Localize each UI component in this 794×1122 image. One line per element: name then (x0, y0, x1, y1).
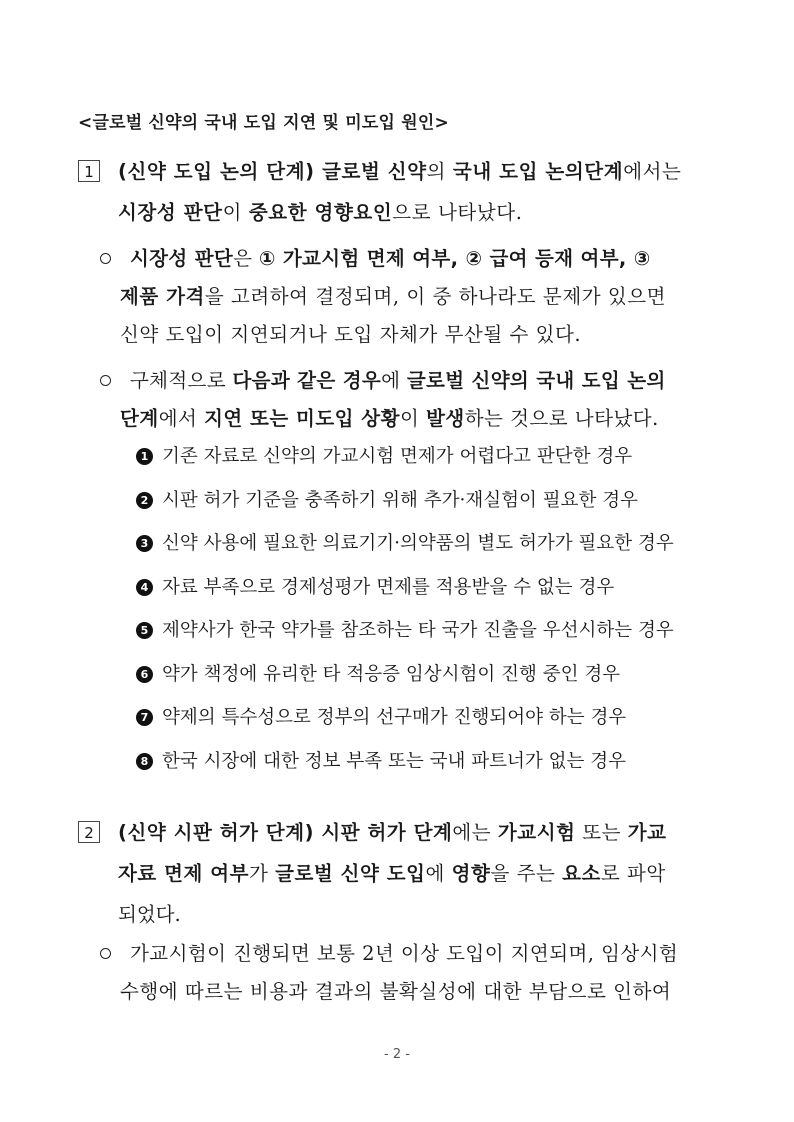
case-item (136, 575, 614, 601)
bullet-line (120, 316, 581, 353)
case-item (136, 705, 626, 731)
text: 수행에 따르는 비용과 결과의 불확실성에 대한 부담으로 인하여 (120, 980, 672, 1003)
bold-text: 국내 도입 논의단계 (452, 160, 624, 183)
text: 에는 (452, 821, 498, 844)
case-text: 약제의 특수성으로 정부의 선구매가 진행되어야 하는 경우 (162, 707, 627, 728)
bold-text: 요소 (562, 862, 601, 885)
section-number-box: 2 (78, 821, 100, 843)
bold-text: 중요한 영향요인 (248, 201, 393, 224)
bold-text: 시장성 판단 (130, 247, 234, 270)
number-circle-icon: 2 (136, 492, 153, 509)
case-text: 자료 부족으로 경제성평가 면제를 적용받을 수 없는 경우 (162, 576, 615, 598)
number-circle-icon: 4 (136, 579, 153, 596)
number-circle-icon: 1 (136, 448, 153, 465)
bold-text: 글로벌 신약의 국내 도입 논의 (406, 369, 666, 392)
circle-bullet-icon (100, 948, 111, 959)
text: 가 (249, 862, 276, 885)
case-item (136, 444, 632, 470)
bold-text: 글로벌 신약 도입 (275, 862, 426, 885)
text: 또는 (575, 821, 628, 844)
case-text: 한국 시장에 대한 정보 부족 또는 국내 파트너가 없는 경우 (162, 750, 626, 772)
bold-text: 다음과 같은 경우 (232, 369, 382, 392)
number-circle-icon: 8 (136, 753, 153, 770)
section-1-line-2 (118, 192, 523, 233)
case-item (136, 618, 674, 644)
bold-text: (신약 시판 허가 단계) 시판 허가 단계 (118, 821, 453, 844)
text: 하는 것으로 나타났다. (464, 407, 659, 430)
text: 에 (425, 862, 452, 885)
text: 가교시험이 진행되면 보통 2년 이상 도입이 지연되며, 임상시험 (130, 942, 679, 965)
text: 의 (426, 160, 453, 183)
bullet-line (130, 362, 666, 399)
text: 이 (399, 407, 427, 430)
text: 에서 (158, 407, 205, 430)
text: 으로 나타났다. (392, 201, 523, 224)
bold-text: (신약 도입 논의 단계) 글로벌 신약 (118, 160, 427, 183)
case-item (136, 749, 626, 775)
text: 은 (233, 247, 259, 270)
case-text: 제약사가 한국 약가를 참조하는 타 국가 진출을 우선시하는 경우 (162, 620, 674, 641)
bold-text: 가교시험 (497, 821, 576, 844)
text: 을 주는 (490, 862, 563, 885)
number-circle-icon: 7 (136, 709, 153, 726)
section-number-box: 1 (78, 160, 100, 182)
bullet-line (130, 935, 678, 972)
bold-text: ① 가교시험 면제 여부, ② 급여 등재 여부, ③ (258, 247, 651, 270)
bold-text: 단계 (120, 407, 159, 430)
text: 에 (381, 369, 407, 392)
bullet-line (120, 400, 659, 437)
bold-text: 자료 면제 여부 (118, 862, 249, 885)
bold-text: 가교 (627, 821, 667, 844)
document-heading: <글로벌 신약의 국내 도입 지연 및 미도입 원인> (78, 113, 449, 133)
text: 에서는 (623, 160, 682, 183)
text: 이 (222, 201, 249, 224)
case-text: 약가 책정에 유리한 타 적응증 임상시험이 진행 중인 경우 (162, 663, 621, 685)
text: 로 파악 (600, 862, 666, 885)
text: 을 고려하여 결정되며, 이 중 하나라도 문제가 있으면 (204, 285, 667, 308)
number-circle-icon: 6 (136, 666, 153, 683)
case-text: 기존 자료로 신약의 가교시험 면제가 어렵다고 판단한 경우 (162, 446, 633, 467)
bold-text: 지연 또는 미도입 상황 (204, 407, 400, 430)
case-item (136, 531, 674, 557)
bold-text: 시장성 판단 (118, 201, 223, 224)
bold-text: 제품 가격 (120, 285, 205, 308)
section-2-line-3 (118, 894, 181, 935)
section-2-line-2 (118, 853, 666, 894)
bullet-line (120, 278, 666, 315)
bullet-line (120, 973, 671, 1010)
text: 신약 도입이 지연되거나 도입 자체가 무산될 수 있다. (120, 323, 582, 346)
bold-text: 영향 (451, 862, 491, 885)
bullet-line (130, 240, 651, 277)
case-text: 시판 허가 기준을 충족하기 위해 추가·재실험이 필요한 경우 (162, 489, 638, 511)
text: 되었다. (118, 903, 181, 926)
number-circle-icon: 5 (136, 622, 153, 639)
number-circle-icon: 3 (136, 535, 153, 552)
section-1-line-1 (118, 151, 682, 192)
case-text: 신약 사용에 필요한 의료기기·의약품의 별도 허가가 필요한 경우 (162, 533, 674, 554)
page-number: - 2 - (384, 1047, 410, 1062)
case-item (136, 488, 638, 514)
text: 구체적으로 (130, 369, 233, 392)
case-item (136, 662, 620, 688)
circle-bullet-icon (100, 375, 111, 386)
bold-text: 발생 (426, 407, 465, 430)
section-2-line-1 (118, 812, 667, 853)
circle-bullet-icon (100, 253, 111, 264)
